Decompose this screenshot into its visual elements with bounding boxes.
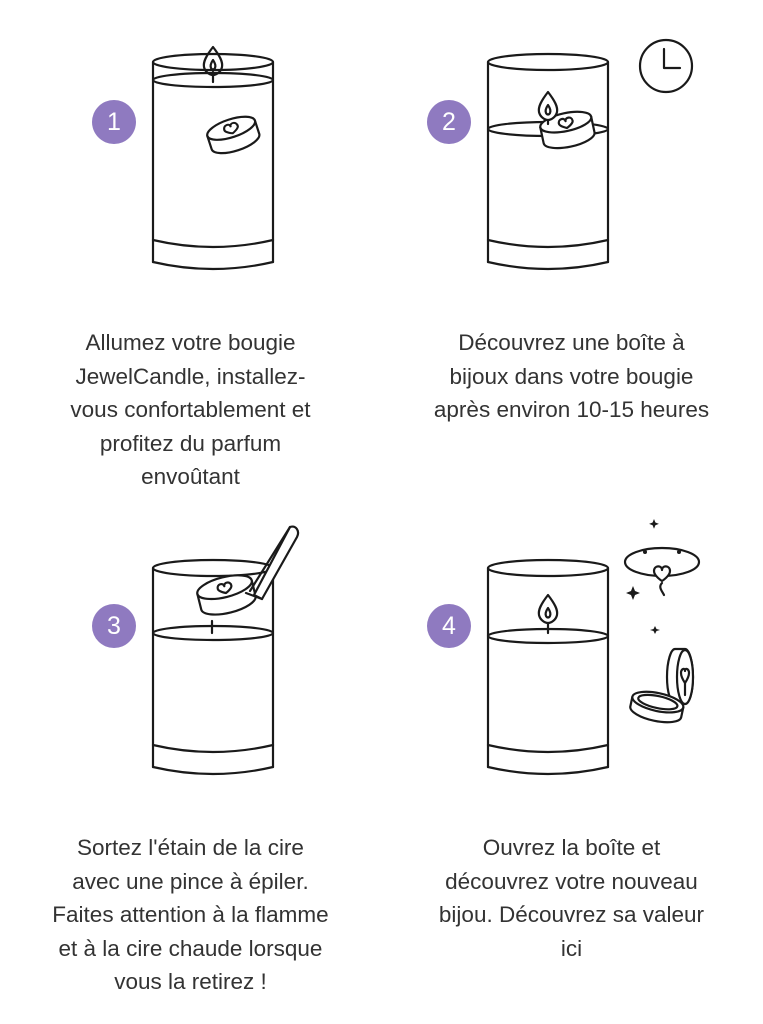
caption-line: Ouvrez la boîte et [482,835,661,860]
caption-line: et à la cire chaude lorsque [58,935,323,961]
step-caption [0,326,381,494]
caption-line: après environ 10-15 heures [433,397,710,422]
candle-icon [381,505,762,805]
candle-icon [0,505,381,805]
clock-icon [640,40,692,92]
caption-line: Allumez votre bougie [85,330,296,355]
caption-line: Découvrez une boîte à [458,330,685,355]
caption-line: découvrez votre nouveau [445,868,698,894]
caption-line: envoûtant [141,464,240,489]
step-badge: 1 [92,100,136,144]
caption-line: bijoux dans votre bougie [449,363,694,389]
tin-icon [205,112,262,158]
candle-icon [381,0,762,300]
flame-icon [539,595,557,623]
caption-line: vous confortablement et [70,397,311,422]
caption-line: Faites attention à la flamme [52,902,329,927]
step-badge: 2 [427,100,471,144]
caption-line: Sortez l'étain de la cire [77,835,304,860]
caption-line: ici [560,935,583,961]
step-1 [0,0,381,512]
caption-line: JewelCandle, installez- [75,363,306,389]
flame-icon [539,92,557,120]
caption-line: avec une pince à épiler. [72,868,309,894]
step-caption [381,326,762,427]
candle-icon [0,0,381,300]
step-caption [0,831,381,999]
caption-line: vous la retirez ! [114,969,267,994]
step-caption [381,831,762,965]
necklace-icon [625,548,699,595]
step-4 [381,505,762,1017]
step-3 [0,505,381,1017]
step-badge: 3 [92,604,136,648]
step-2 [381,0,762,512]
step-badge: 4 [427,604,471,648]
caption-line: profitez du parfum [99,430,282,456]
caption-line: bijou. Découvrez sa valeur [438,902,705,927]
